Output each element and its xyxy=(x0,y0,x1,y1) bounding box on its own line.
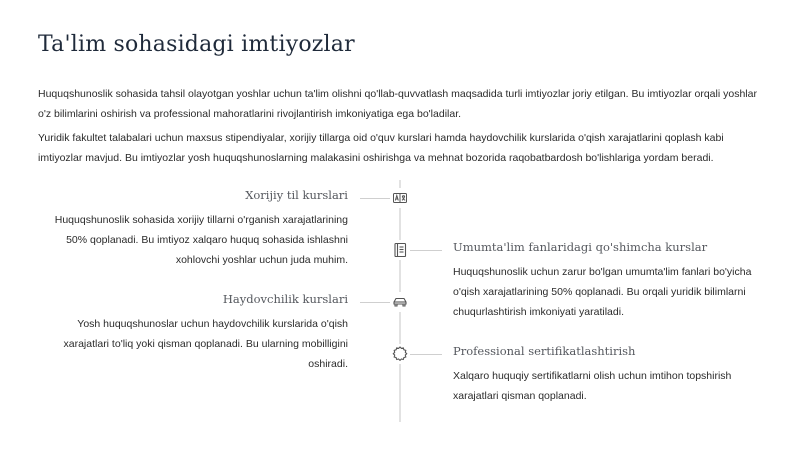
timeline-item-title: Professional sertifikatlashtirish xyxy=(453,344,636,358)
book-icon xyxy=(390,240,410,260)
intro-paragraph-1: Huquqshunoslik sohasida tahsil olayotgan yoshlar uchun ta'lim olishni qo'llab-quvvatlash maqsadida turli imtiyozlar joriy etilgan. Bu imtiyozlar orqali yoshlar o'z bilimlarini oshirish va professional mahoratlarini rivojlantirish imkoniyatiga ega bo'ladilar. xyxy=(38,88,757,120)
timeline-item-desc: Yosh huquqshunoslar uchun haydovchilik kurslarida o'qish xarajatlari to'liq yoki qisman qoplanadi. Bu ularning mobilligini oshiradi. xyxy=(63,318,348,370)
connector-2 xyxy=(410,250,442,251)
page-title: Ta'lim sohasidagi imtiyozlar xyxy=(38,32,355,57)
timeline-item-title: Haydovchilik kurslari xyxy=(222,292,348,306)
connector-3 xyxy=(360,302,390,303)
timeline-item-desc: Huquqshunoslik uchun zarur bo'lgan umumta'lim fanlari bo'yicha o'qish xarajatlarining 50% qoplanadi. Bu orqali yuridik bilimlarni chuqurlashtirish imkoniyati yaratiladi. xyxy=(453,266,752,318)
intro-paragraph-2: Yuridik fakultet talabalari uchun maxsus stipendiyalar, xorijiy tillarga oid o'quv kurslari hamda haydovchilik kurslarida o'qish xarajatlarini qoplash kabi imtiyozlar mavjud. Bu imtiyozlar yosh huquqshunoslarning malakasini oshirishga va mehnat bozorida raqobatbardosh bo'lishlariga yordam beradi. xyxy=(38,132,724,164)
connector-4 xyxy=(410,354,442,355)
timeline-item-desc: Huquqshunoslik sohasida xorijiy tillarni o'rganish xarajatlarining 50% qoplanadi. Bu imtiyoz xalqaro huquq sohasida ishlashni xohlovchi yoshlar uchun juda muhim. xyxy=(54,214,348,266)
connector-1 xyxy=(360,198,390,199)
timeline-item-title: Xorijiy til kurslari xyxy=(245,188,348,202)
car-icon xyxy=(390,292,410,312)
certificate-badge-icon xyxy=(390,344,410,364)
translate-icon xyxy=(390,188,410,208)
timeline-item-title: Umumta'lim fanlaridagi qo'shimcha kurslar xyxy=(453,240,708,254)
timeline-item-desc: Xalqaro huquqiy sertifikatlarni olish uchun imtihon topshirish xarajatlari qisman qoplanadi. xyxy=(453,370,732,402)
